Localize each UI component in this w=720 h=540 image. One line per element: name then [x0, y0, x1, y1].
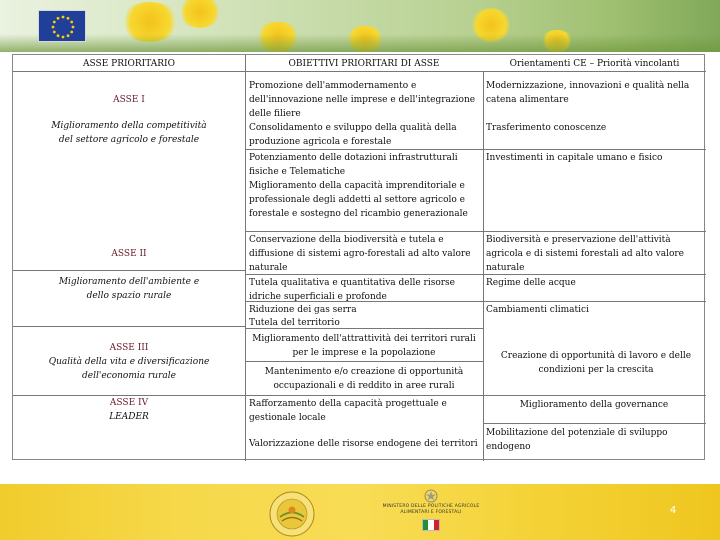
italy-flag-icon [422, 519, 440, 531]
ec-priority-item: Miglioramento della governance [519, 400, 669, 410]
objective-item: Rafforzamento della capacità progettuale e gestionale locale [249, 399, 447, 423]
table-divider [245, 231, 706, 232]
ec-priority-item: Investimenti in capitale umano e fisico [486, 153, 663, 163]
axis-4-title: ASSE IV [109, 398, 149, 408]
ec-priority-item: Regime delle acque [486, 278, 576, 288]
table-divider [245, 361, 483, 362]
objective-item: Riduzione dei gas serra [249, 305, 357, 315]
dandelion-decoration [178, 0, 222, 28]
table-divider [245, 55, 246, 461]
ec-priority-item: Cambiamenti climatici [486, 305, 589, 315]
objective-item: Mantenimento e/o creazione di opportunità occupazionali e di reddito in aree rurali [264, 367, 464, 391]
ministry-name: MINISTERO DELLE POLITICHE AGRICOLE ALIMENTARI E FORESTALI [382, 504, 480, 515]
priorities-table [12, 54, 705, 460]
ministry-logo [372, 488, 490, 538]
grass-decoration [0, 34, 720, 52]
eu-flag-icon [38, 10, 86, 42]
objective-item: Tutela del territorio [249, 318, 340, 328]
table-divider [13, 71, 706, 72]
axis-4-desc: LEADER [109, 412, 149, 422]
table-divider [483, 423, 706, 424]
axis-1-desc: Miglioramento della competitività del settore agricolo e forestale [51, 121, 207, 145]
table-divider [483, 71, 484, 461]
ec-priority-item: Biodiversità e preservazione dell'attività agricola e di sistemi forestali ad alto valore naturale [486, 235, 684, 273]
page-number: 4 [669, 505, 677, 516]
republic-emblem-icon [424, 488, 438, 504]
objective-item: Potenziamento delle dotazioni infrastrutturali fisiche e Telematiche [249, 153, 458, 177]
header-ec-priorities: Orientamenti CE – Priorità vincolanti [509, 59, 680, 69]
table-divider [13, 326, 245, 327]
axis-2-desc: Miglioramento dell'ambiente e dello spazio rurale [58, 277, 200, 301]
objective-item: Valorizzazione delle risorse endogene dei territori [249, 439, 478, 449]
objective-item: Tutela qualitativa e quantitativa delle risorse idriche superficiali e profonde [249, 278, 456, 302]
ec-priority-item: Creazione di opportunità di lavoro e delle condizioni per la crescita [500, 351, 692, 375]
header-banner [0, 0, 720, 52]
header-objectives: OBIETTIVI PRIORITARI DI ASSE [288, 59, 440, 69]
table-divider [245, 395, 706, 396]
ec-priority-item: Trasferimento conoscenze [486, 123, 607, 133]
ec-priority-item: Mobilitazione del potenziale di sviluppo endogeno [486, 428, 668, 452]
axis-2-title: ASSE II [111, 249, 147, 259]
objective-item: Miglioramento della capacità imprenditoriale e professionale degli addetti al settore agricolo e forestale e sostegno del ricambio generazionale [249, 181, 468, 219]
objective-item: Miglioramento dell'attrattività dei territori rurali per le imprese e la popolazione [252, 334, 476, 358]
objective-item: Promozione dell'ammodernamento e dell'innovazione nelle imprese e dell'integrazione delle filiere [249, 81, 476, 119]
ec-priority-item: Modernizzazione, innovazioni e qualità nella catena alimentare [486, 81, 690, 105]
rural-network-seal-icon [268, 490, 316, 538]
header-axis: ASSE PRIORITARIO [83, 59, 175, 69]
axis-3-title: ASSE III [109, 343, 149, 353]
objective-item: Conservazione della biodiversità e tutela e diffusione di sistemi agro-forestali ad alto valore naturale [249, 235, 471, 273]
axis-3-desc: Qualità della vita e diversificazione dell'economia rurale [48, 357, 210, 381]
axis-1-title: ASSE I [113, 95, 145, 105]
table-divider [245, 149, 706, 150]
footer-bar [0, 484, 720, 540]
table-divider [13, 270, 245, 271]
objective-item: Consolidamento e sviluppo della qualità della produzione agricola e forestale [249, 123, 457, 147]
